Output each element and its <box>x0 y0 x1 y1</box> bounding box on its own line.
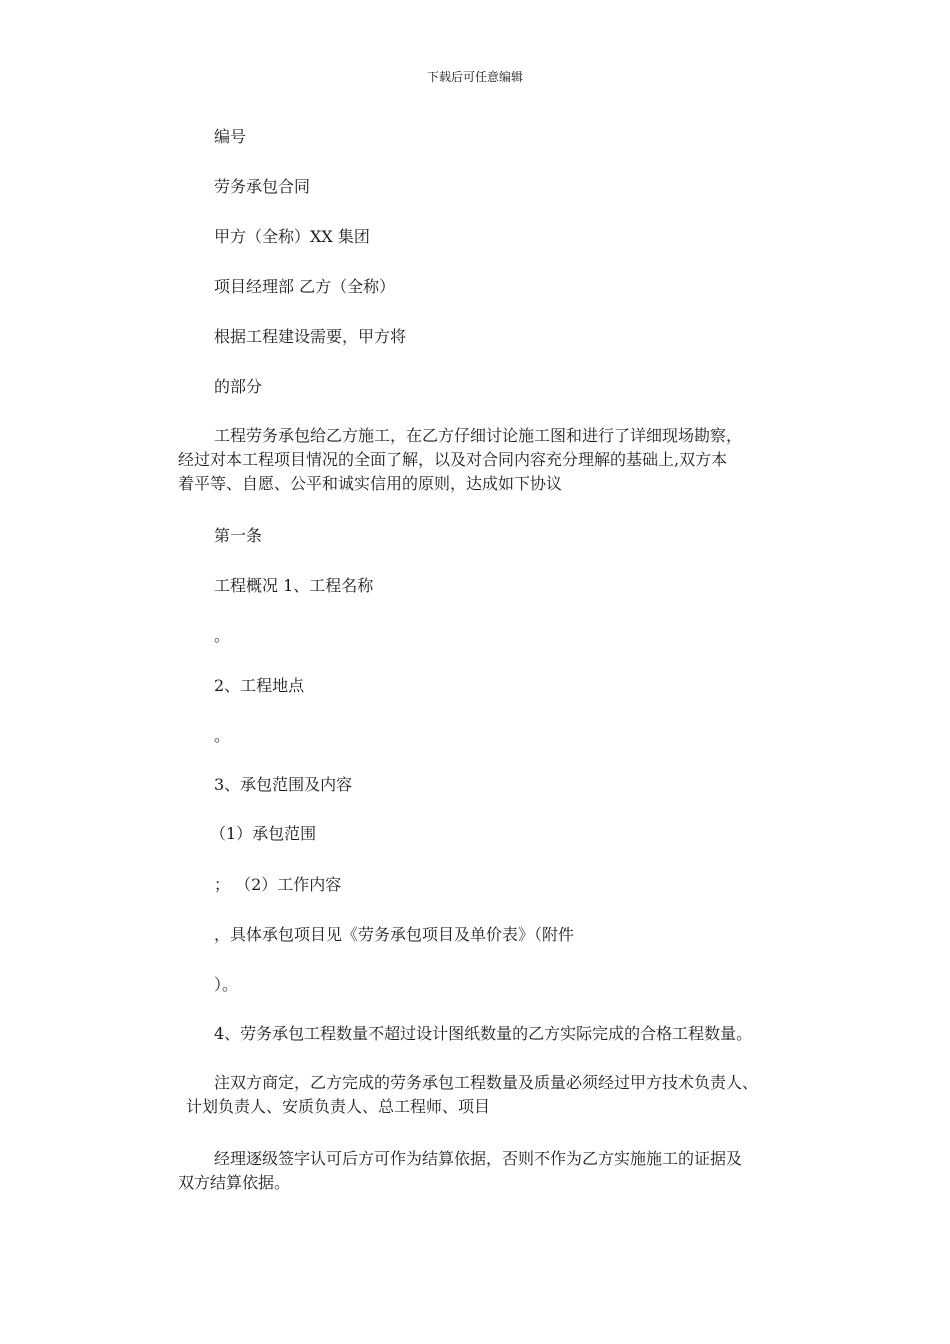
project-location-line: 2、工程地点 <box>214 676 305 695</box>
intro-line-3: 着平等、自愿、公平和诚实信用的原则，达成如下协议 <box>178 474 563 493</box>
scope-item-2: ； （2）工作内容 <box>214 875 342 894</box>
note-line-2: 计划负责人、安质负责人、总工程师、项目 <box>186 1097 491 1116</box>
scope-detail-line: ，具体承包项目见《劳务承包项目及单价表》（附件 <box>214 925 575 944</box>
intro-paragraph <box>178 424 778 496</box>
manager-line-2: 双方结算依据。 <box>178 1173 291 1192</box>
part-line: 的部分 <box>214 377 263 396</box>
basis-line: 根据工程建设需要，甲方将 <box>214 327 407 346</box>
article-1-heading: 第一条 <box>214 526 263 545</box>
note-paragraph <box>178 1071 778 1119</box>
period-line-2: 。 <box>214 726 231 745</box>
scope-item-1: （1）承包范围 <box>210 824 317 843</box>
scope-close-line: ）。 <box>214 975 239 994</box>
project-overview-line: 工程概况 1、工程名称 <box>214 576 374 595</box>
scope-heading: 3、承包范围及内容 <box>214 775 353 794</box>
manager-paragraph <box>178 1147 778 1195</box>
contract-title: 劳务承包合同 <box>214 177 311 196</box>
note-line-1: 注双方商定，乙方完成的劳务承包工程数量及质量必须经过甲方技术负责人、 <box>214 1073 759 1092</box>
document-number-label: 编号 <box>214 127 247 146</box>
party-b-line: 项目经理部 乙方（全称） <box>214 277 396 296</box>
manager-line-1: 经理逐级签字认可后方可作为结算依据，否则不作为乙方实施施工的证据及 <box>214 1149 743 1168</box>
intro-line-2: 经过对本工程项目情况的全面了解，以及对合同内容充分理解的基础上,双方本 <box>178 450 728 469</box>
intro-line-1: 工程劳务承包给乙方施工，在乙方仔细讨论施工图和进行了详细现场勘察， <box>214 426 743 445</box>
period-line-1: 。 <box>214 626 231 645</box>
party-a-line: 甲方（全称）XX 集团 <box>214 227 370 246</box>
quantity-clause: 4、劳务承包工程数量不超过设计图纸数量的乙方实际完成的合格工程数量。 <box>214 1024 753 1043</box>
page-header: 下载后可任意编辑 <box>426 70 523 84</box>
